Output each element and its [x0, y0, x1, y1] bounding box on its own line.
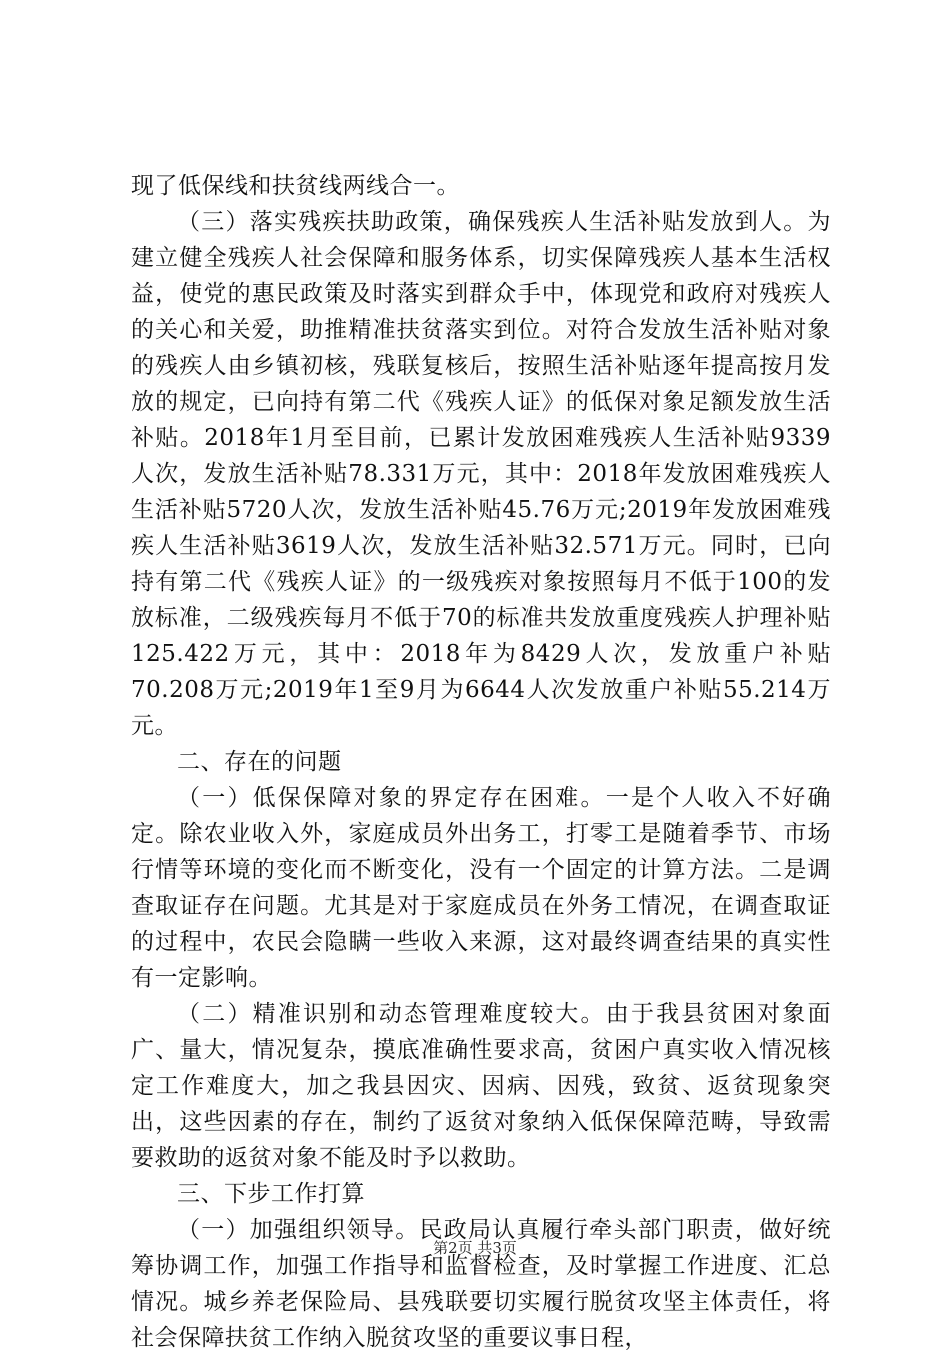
paragraph-next-step-1: （一）加强组织领导。民政局认真履行牵头部门职责，做好统筹协调工作，加强工作指导和监督检查，及时掌握工作进度、汇总情况。城乡养老保险局、县残联要切实履行脱贫攻坚主体责任，将社会保障扶贫工作纳入脱贫攻坚的重要议事日程， — [131, 1217, 831, 1351]
section-heading-problems: 二、存在的问题 — [177, 749, 342, 775]
page-number-label: 第2页 共3页 — [433, 1239, 517, 1257]
paragraph-disability-subsidy: （三）落实残疾扶助政策，确保残疾人生活补贴发放到人。为建立健全残疾人社会保障和服务体系，切实保障残疾人基本生活权益，使党的惠民政策及时落实到群众手中，体现党和政府对残疾人的关心和关爱，助推精准扶贫落实到位。对符合发放生活补贴对象的残疾人由乡镇初核，残联复核后，按照生活补贴逐年提高按月发放的规定，已向持有第二代《残疾人证》的低保对象足额发放生活补贴。2018年1月至目前，已累计发放困难残疾人生活补贴9339人次，发放生活补贴78.331万元，其中：2018年发放困难残疾人生活补贴5720人次，发放生活补贴45.76万元;2019年发放困难残疾人生活补贴3619人次，发放生活补贴32.571万元。同时，已向持有第二代《残疾人证》的一级残疾对象按照每月不低于100的发放标准，二级残疾每月不低于70的标准共发放重度残疾人护理补贴125.422万元，其中：2018年为8429人次，发放重户补贴70.208万元;2019年1至9月为6644人次发放重户补贴55.214万元。 — [131, 209, 831, 739]
page-footer — [0, 1238, 950, 1258]
section-heading-next-steps: 三、下步工作打算 — [177, 1181, 365, 1207]
paragraph-problem-1: （一）低保保障对象的界定存在困难。一是个人收入不好确定。除农业收入外，家庭成员外出务工，打零工是随着季节、市场行情等环境的变化而不断变化，没有一个固定的计算方法。二是调查取证存在问题。尤其是对于家庭成员在外务工情况，在调查取证的过程中，农民会隐瞒一些收入来源，这对最终调查结果的真实性有一定影响。 — [131, 785, 831, 991]
paragraph-continuation: 现了低保线和扶贫线两线合一。 — [131, 173, 460, 199]
document-body — [131, 168, 831, 1356]
paragraph-problem-2: （二）精准识别和动态管理难度较大。由于我县贫困对象面广、量大，情况复杂，摸底准确性要求高，贫困户真实收入情况核定工作难度大，加之我县因灾、因病、因残，致贫、返贫现象突出，这些因素的存在，制约了返贫对象纳入低保保障范畴，导致需要救助的返贫对象不能及时予以救助。 — [131, 1001, 831, 1171]
